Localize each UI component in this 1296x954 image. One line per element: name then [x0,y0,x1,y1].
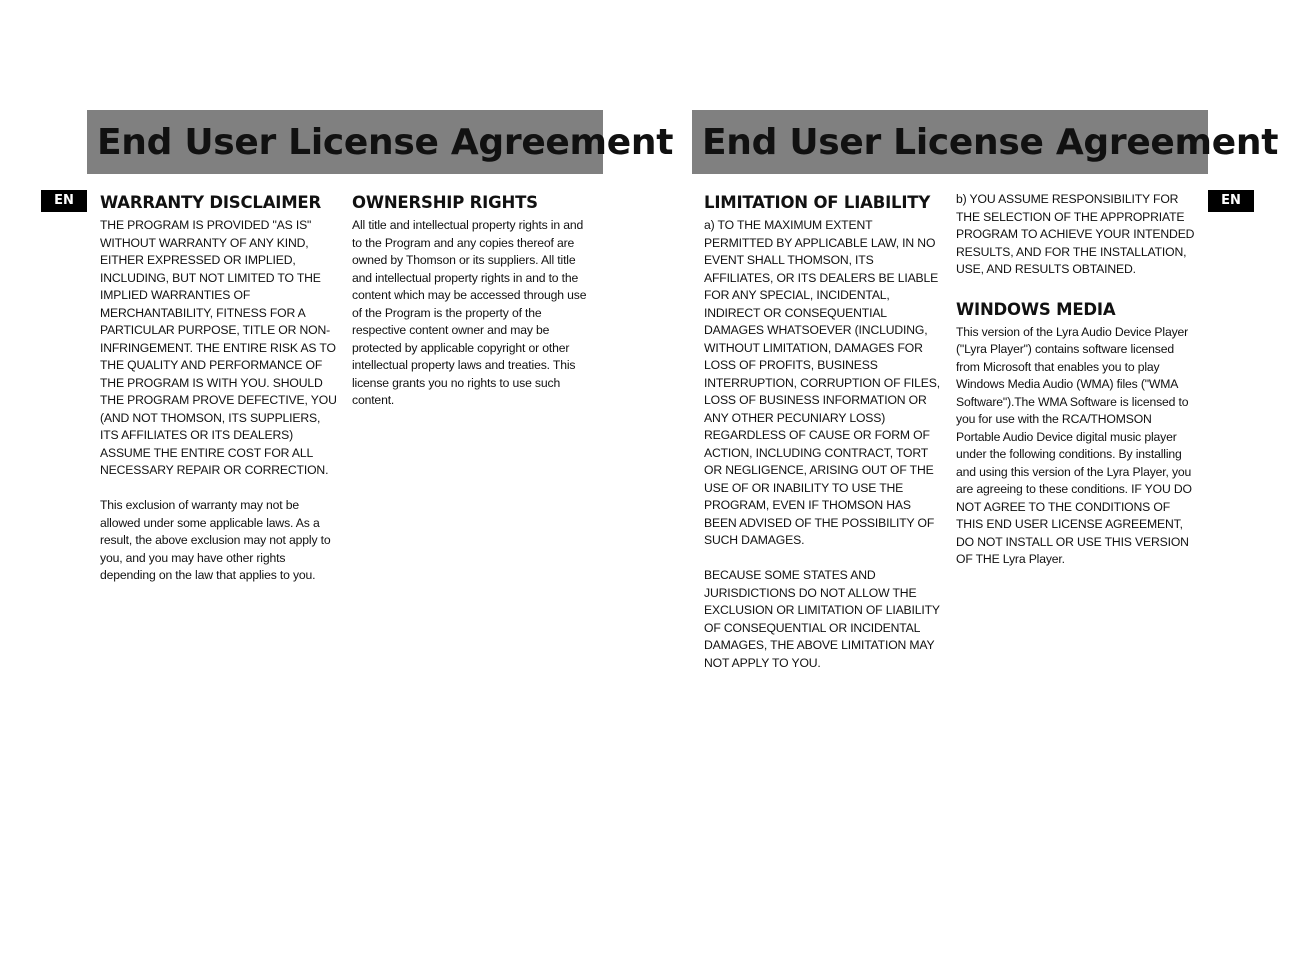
left-page-title: End User License Agreement [97,121,674,163]
right-page-title: End User License Agreement [702,121,1279,163]
warranty-disclaimer-section [100,193,340,585]
warranty-disclaimer-paragraph: THE PROGRAM IS PROVIDED "AS IS" WITHOUT WARRANTY OF ANY KIND, EITHER EXPRESSED OR IMPLIED, INCLUDING, BUT NOT LIMITED TO THE IMPLIED WARRANTIES OF MERCHANTABILITY, FITNESS FOR A PARTICULAR PURPOSE, TITLE OR NON-INFRINGEMENT. THE ENTIRE RISK AS TO THE QUALITY AND PERFORMANCE OF THE PROGRAM IS WITH YOU. SHOULD THE PROGRAM PROVE DEFECTIVE, YOU (AND NOT THOMSON, ITS SUPPLIERS, ITS AFFILIATES OR ITS DEALERS) ASSUME THE ENTIRE COST FOR ALL NECESSARY REPAIR OR CORRECTION. [100,218,337,477]
liability-paragraph-a: a) TO THE MAXIMUM EXTENT PERMITTED BY APPLICABLE LAW, IN NO EVENT SHALL THOMSON, ITS AFFILIATES, OR ITS DEALERS BE LIABLE FOR ANY SPECIAL, INCIDENTAL, INDIRECT OR CONSEQUENTIAL DAMAGES WHATSOEVER (INCLUDING, WITHOUT LIMITATION, DAMAGES FOR LOSS OF PROFITS, BUSINESS INTERRUPTION, CORRUPTION OF FILES, LOSS OF BUSINESS INFORMATION OR ANY OTHER PECUNIARY LOSS) REGARDLESS OF CAUSE OR FORM OF ACTION, INCLUDING CONTRACT, TORT OR NEGLIGENCE, ARISING OUT OF THE USE OF OR INABILITY TO USE THE PROGRAM, EVEN IF THOMSON HAS BEEN ADVISED OF THE POSSIBILITY OF SUCH DAMAGES. [704,218,940,547]
liability-states-paragraph: BECAUSE SOME STATES AND JURISDICTIONS DO NOT ALLOW THE EXCLUSION OR LIMITATION OF LIABILITY OF CONSEQUENTIAL OR INCIDENTAL DAMAGES, THE ABOVE LIMITATION MAY NOT APPLY TO YOU. [704,568,940,670]
limitation-of-liability-heading: LIMITATION OF LIABILITY [704,193,931,212]
left-language-tab: EN [41,190,87,212]
windows-media-heading: WINDOWS MEDIA [956,299,1116,319]
warranty-exclusion-paragraph: This exclusion of warranty may not be allowed under some applicable laws. As a result, the above exclusion may not apply to you, and you may have other rights depending on the law that applies to you. [100,498,331,582]
warranty-disclaimer-heading: WARRANTY DISCLAIMER [100,193,322,212]
ownership-rights-paragraph: All title and intellectual property rights in and to the Program and any copies thereof are owned by Thomson or its suppliers. All title and intellectual property rights in and to the content which may be accessed through use of the Program is the property of the respective content owner and may be protected by applicable copyright or other intellectual property laws and treaties. This license grants you no rights to use such content. [352,218,587,407]
right-column [956,191,1196,569]
liability-paragraph-b: b) YOU ASSUME RESPONSIBILITY FOR THE SELECTION OF THE APPROPRIATE PROGRAM TO ACHIEVE YOUR INTENDED RESULTS, AND FOR THE INSTALLATION, USE, AND RESULTS OBTAINED. [956,192,1195,276]
left-page-title-banner [87,110,674,174]
right-language-tab: EN [1208,190,1254,212]
windows-media-paragraph: This version of the Lyra Audio Device Player ("Lyra Player") contains software licensed from Microsoft that enables you to play Windows Media Audio (WMA) files ("WMA Software").The WMA Software is licensed to you for use with the RCA/THOMSON Portable Audio Device digital music player under the following conditions. By installing and using this version of the Lyra Player, you are agreeing to these conditions. IF YOU DO NOT AGREE TO THE CONDITIONS OF THIS END USER LICENSE AGREEMENT, DO NOT INSTALL OR USE THIS VERSION OF THE Lyra Player. [956,324,1192,566]
right-page-title-banner [692,110,1279,174]
ownership-rights-section [352,193,592,410]
limitation-of-liability-section [704,193,944,672]
ownership-rights-heading: OWNERSHIP RIGHTS [352,193,538,212]
